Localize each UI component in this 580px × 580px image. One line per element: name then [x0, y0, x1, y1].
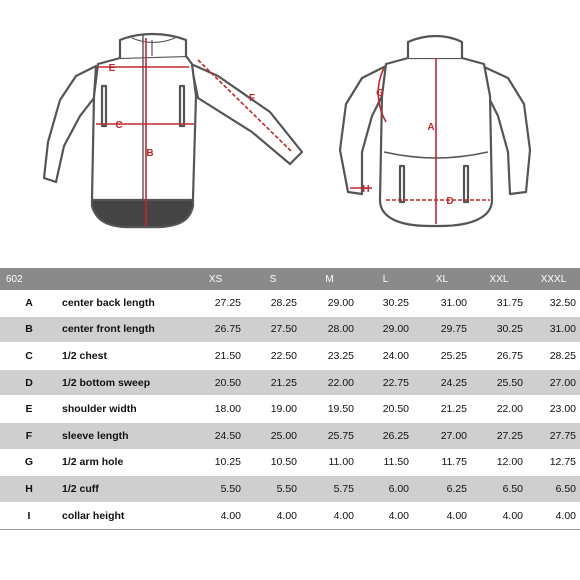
size-value: 27.25: [186, 290, 245, 316]
size-header: L: [358, 268, 413, 290]
size-value: 24.00: [358, 343, 413, 370]
size-value: 10.50: [245, 449, 301, 476]
table-row: [0, 290, 580, 316]
size-value: 30.25: [471, 316, 527, 343]
size-value: 6.25: [413, 476, 471, 503]
size-value: 10.25: [186, 449, 245, 476]
size-value: 28.00: [301, 316, 358, 343]
size-value: 4.00: [471, 502, 527, 529]
size-header: XXXL: [527, 268, 580, 290]
size-value: 11.75: [413, 449, 471, 476]
jacket-measurement-diagram: [0, 0, 580, 262]
front-label-c: C: [115, 120, 123, 131]
front-jacket: [44, 34, 302, 227]
size-value: 22.00: [471, 396, 527, 423]
size-value: 22.00: [301, 369, 358, 396]
size-value: 31.00: [413, 290, 471, 316]
table-row: [0, 369, 580, 396]
size-value: 27.25: [471, 422, 527, 449]
size-value: 29.00: [301, 290, 358, 316]
size-header: S: [245, 268, 301, 290]
measurement-name: shoulder width: [58, 396, 186, 423]
measurement-name: sleeve length: [58, 422, 186, 449]
size-header: M: [301, 268, 358, 290]
size-value: 26.75: [186, 316, 245, 343]
size-value: 23.25: [301, 343, 358, 370]
measurement-name: center back length: [58, 290, 186, 316]
size-value: 12.75: [527, 449, 580, 476]
size-value: 4.00: [413, 502, 471, 529]
measurement-code: D: [0, 369, 58, 396]
size-value: 25.50: [471, 369, 527, 396]
size-value: 4.00: [186, 502, 245, 529]
back-jacket: [340, 36, 530, 226]
size-value: 5.50: [186, 476, 245, 503]
size-value: 29.00: [358, 316, 413, 343]
front-label-e: E: [108, 63, 116, 74]
size-value: 6.00: [358, 476, 413, 503]
size-value: 21.25: [413, 396, 471, 423]
table-row: [0, 316, 580, 343]
size-value: 12.00: [471, 449, 527, 476]
size-header: XS: [186, 268, 245, 290]
size-value: 29.75: [413, 316, 471, 343]
size-value: 30.25: [358, 290, 413, 316]
size-chart-body: [0, 290, 580, 529]
measurement-name: 1/2 bottom sweep: [58, 369, 186, 396]
measurement-name: 1/2 chest: [58, 343, 186, 370]
size-value: 4.00: [245, 502, 301, 529]
size-value: 5.75: [301, 476, 358, 503]
size-value: 19.00: [245, 396, 301, 423]
back-label-h: H: [362, 184, 370, 195]
style-code: 602: [0, 268, 58, 290]
size-value: 4.00: [358, 502, 413, 529]
size-value: 4.00: [301, 502, 358, 529]
table-row: [0, 502, 580, 529]
table-row: [0, 343, 580, 370]
table-row: [0, 449, 580, 476]
size-value: 27.00: [413, 422, 471, 449]
size-value: 27.50: [245, 316, 301, 343]
size-header: XL: [413, 268, 471, 290]
size-value: 25.00: [245, 422, 301, 449]
measurement-name: center front length: [58, 316, 186, 343]
table-row: [0, 396, 580, 423]
table-bottom-rule: [0, 529, 580, 530]
size-value: 31.75: [471, 290, 527, 316]
measurement-code: I: [0, 502, 58, 529]
size-value: 19.50: [301, 396, 358, 423]
measurement-code: F: [0, 422, 58, 449]
size-value: 27.75: [527, 422, 580, 449]
measurement-code: E: [0, 396, 58, 423]
measurement-code: A: [0, 290, 58, 316]
measurement-header: [58, 268, 186, 290]
measurement-name: collar height: [58, 502, 186, 529]
size-value: 25.25: [413, 343, 471, 370]
size-value: 24.50: [186, 422, 245, 449]
size-value: 23.00: [527, 396, 580, 423]
size-value: 6.50: [471, 476, 527, 503]
measurement-code: B: [0, 316, 58, 343]
size-value: 24.25: [413, 369, 471, 396]
size-value: 11.00: [301, 449, 358, 476]
table-header-row: [0, 268, 580, 290]
size-value: 21.50: [186, 343, 245, 370]
size-value: 6.50: [527, 476, 580, 503]
size-value: 22.50: [245, 343, 301, 370]
back-label-a: A: [427, 122, 435, 133]
size-value: 4.00: [527, 502, 580, 529]
size-value: 26.25: [358, 422, 413, 449]
back-label-g: G: [376, 88, 384, 99]
measurement-code: G: [0, 449, 58, 476]
measurement-name: 1/2 arm hole: [58, 449, 186, 476]
measurement-name: 1/2 cuff: [58, 476, 186, 503]
size-value: 18.00: [186, 396, 245, 423]
size-value: 5.50: [245, 476, 301, 503]
size-value: 28.25: [245, 290, 301, 316]
size-value: 25.75: [301, 422, 358, 449]
size-value: 28.25: [527, 343, 580, 370]
size-value: 21.25: [245, 369, 301, 396]
front-label-f: F: [248, 93, 256, 104]
size-chart-table: [0, 268, 580, 529]
size-value: 20.50: [358, 396, 413, 423]
measurement-code: C: [0, 343, 58, 370]
table-row: [0, 422, 580, 449]
front-label-b: B: [146, 148, 154, 159]
size-value: 27.00: [527, 369, 580, 396]
table-row: [0, 476, 580, 503]
size-value: 26.75: [471, 343, 527, 370]
size-value: 32.50: [527, 290, 580, 316]
size-value: 31.00: [527, 316, 580, 343]
size-header: XXL: [471, 268, 527, 290]
size-value: 20.50: [186, 369, 245, 396]
back-label-d: D: [446, 196, 454, 207]
size-value: 22.75: [358, 369, 413, 396]
size-value: 11.50: [358, 449, 413, 476]
measurement-code: H: [0, 476, 58, 503]
